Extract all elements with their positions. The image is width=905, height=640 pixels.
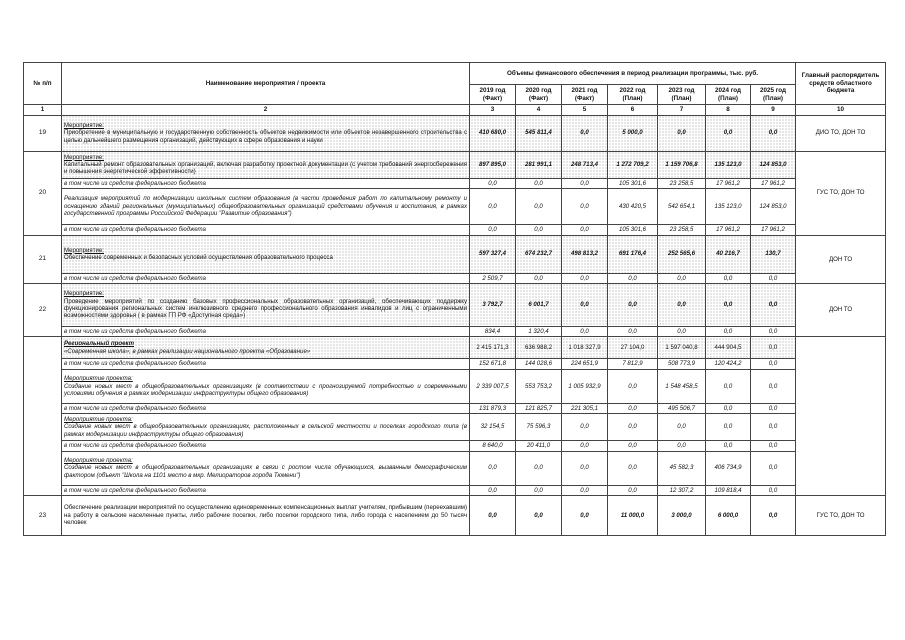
table-row — [24, 441, 886, 451]
value-cell: 410 680,0 — [470, 115, 516, 151]
header-year: 2025 год (План) — [751, 85, 796, 105]
value-cell: 498 813,2 — [562, 235, 608, 273]
value-cell: 2 339 007,5 — [470, 369, 516, 403]
value-cell: 152 671,8 — [470, 359, 516, 369]
value-cell: 23 258,5 — [658, 178, 706, 188]
value-cell: 281 991,1 — [516, 151, 562, 178]
value-cell: 0,0 — [608, 326, 658, 336]
table-row — [24, 496, 886, 536]
value-cell: 0,0 — [658, 441, 706, 451]
value-cell: 1 320,4 — [516, 326, 562, 336]
value-cell: 0,0 — [751, 337, 796, 359]
row-description — [62, 151, 470, 178]
value-cell: 0,0 — [751, 441, 796, 451]
row-name: Создание новых мест в общеобразовательных организациях в связи с ростом числа обучающихся, вызванным демографическим фактором (объект "Школа на 1101 место в мкр. Мелиораторов города Тюмени") — [64, 464, 467, 479]
federal-budget-label: в том числе из средств федерального бюджета — [62, 403, 470, 413]
federal-budget-label: в том числе из средств федерального бюджета — [62, 326, 470, 336]
column-index: 10 — [796, 105, 886, 116]
column-index: 5 — [562, 105, 608, 116]
value-cell: 0,0 — [562, 451, 608, 485]
column-index: 8 — [706, 105, 751, 116]
table-row — [24, 151, 886, 178]
value-cell: 0,0 — [751, 496, 796, 536]
table-row — [24, 189, 886, 225]
table-row — [24, 283, 886, 326]
row-description — [62, 283, 470, 326]
value-cell: 0,0 — [608, 273, 658, 283]
header-number: № п/п — [24, 63, 62, 105]
header-name: Наименование мероприятия / проекта — [62, 63, 470, 105]
row-label: Мероприятие: — [64, 122, 104, 130]
table-row — [24, 273, 886, 283]
value-cell: 0,0 — [751, 485, 796, 495]
value-cell: 135 123,0 — [706, 151, 751, 178]
value-cell: 0,0 — [562, 273, 608, 283]
value-cell: 0,0 — [751, 326, 796, 336]
budget-table — [23, 62, 886, 536]
row-description — [62, 115, 470, 151]
value-cell: 32 154,5 — [470, 414, 516, 441]
value-cell: 17 961,2 — [751, 225, 796, 235]
value-cell: 691 176,4 — [608, 235, 658, 273]
value-cell: 444 904,5 — [706, 337, 751, 359]
value-cell: 0,0 — [658, 115, 706, 151]
value-cell: 0,0 — [562, 414, 608, 441]
value-cell: 0,0 — [516, 485, 562, 495]
value-cell: 1 005 932,9 — [562, 369, 608, 403]
value-cell: 75 596,3 — [516, 414, 562, 441]
value-cell: 0,0 — [516, 273, 562, 283]
value-cell: 124 853,0 — [751, 189, 796, 225]
value-cell: 120 424,2 — [706, 359, 751, 369]
value-cell: 897 895,0 — [470, 151, 516, 178]
row-number: 23 — [24, 496, 62, 536]
value-cell: 0,0 — [470, 451, 516, 485]
value-cell: 0,0 — [706, 273, 751, 283]
value-cell: 17 961,2 — [751, 178, 796, 188]
federal-budget-label: в том числе из средств федерального бюджета — [62, 441, 470, 451]
header-year: 2020 год (Факт) — [516, 85, 562, 105]
value-cell: 0,0 — [608, 414, 658, 441]
value-cell: 0,0 — [706, 369, 751, 403]
column-index: 6 — [608, 105, 658, 116]
value-cell: 553 753,2 — [516, 369, 562, 403]
value-cell: 0,0 — [751, 451, 796, 485]
value-cell: 508 773,9 — [658, 359, 706, 369]
table-row — [24, 451, 886, 485]
value-cell: 0,0 — [706, 115, 751, 151]
value-cell: 224 651,9 — [562, 359, 608, 369]
table-row — [24, 485, 886, 495]
federal-budget-label: в том числе из средств федерального бюджета — [62, 178, 470, 188]
value-cell: 545 811,4 — [516, 115, 562, 151]
row-label: Мероприятие: — [64, 290, 104, 298]
header-manager: Главный распорядитель средств областного бюджета — [796, 63, 886, 105]
value-cell: 0,0 — [751, 273, 796, 283]
row-description — [62, 451, 470, 485]
table-row — [24, 337, 886, 359]
row-name: Обеспечение реализации мероприятий по осуществлению единовременных компенсационных выплат учителям, прибывшим (переехавшим) на работу в сельские населенные пункты, либо рабочие поселки, либо поселки городского типа, либо города с населением до 50 тысяч человек — [62, 496, 470, 536]
value-cell: 105 301,6 — [608, 225, 658, 235]
value-cell: 495 506,7 — [658, 403, 706, 413]
column-index: 9 — [751, 105, 796, 116]
value-cell: 636 988,2 — [516, 337, 562, 359]
value-cell: 0,0 — [470, 485, 516, 495]
value-cell: 0,0 — [658, 273, 706, 283]
column-index: 7 — [658, 105, 706, 116]
header-year: 2024 год (План) — [706, 85, 751, 105]
table-row — [24, 178, 886, 188]
row-label: Мероприятие: — [64, 153, 104, 161]
manager-cell: ДОН ТО — [796, 283, 886, 336]
row-description — [62, 337, 470, 359]
value-cell: 0,0 — [751, 403, 796, 413]
value-cell: 1 018 327,9 — [562, 337, 608, 359]
value-cell: 135 123,0 — [706, 189, 751, 225]
federal-budget-label: в том числе из средств федерального бюджета — [62, 225, 470, 235]
value-cell: 0,0 — [562, 441, 608, 451]
value-cell: 0,0 — [516, 225, 562, 235]
header-year: 2022 год (План) — [608, 85, 658, 105]
value-cell: 0,0 — [562, 485, 608, 495]
value-cell: 1 159 706,8 — [658, 151, 706, 178]
value-cell: 430 420,5 — [608, 189, 658, 225]
value-cell: 0,0 — [658, 326, 706, 336]
value-cell: 221 305,1 — [562, 403, 608, 413]
table-row — [24, 403, 886, 413]
value-cell: 11 000,0 — [608, 496, 658, 536]
value-cell: 0,0 — [608, 283, 658, 326]
value-cell: 6 001,7 — [516, 283, 562, 326]
row-name: Реализация мероприятий по модернизации школьных систем образования (в части проведения работ по капитальному ремонту и оснащению зданий региональных (муниципальных) общеобразовательных организаций средствами обучения и воспитания, в рамках государственной программы Российской Федерации "Развитие образования") — [62, 189, 470, 225]
value-cell: 0,0 — [562, 225, 608, 235]
row-description — [62, 414, 470, 441]
value-cell: 0,0 — [751, 369, 796, 403]
federal-budget-label: в том числе из средств федерального бюджета — [62, 485, 470, 495]
value-cell: 1 272 709,2 — [608, 151, 658, 178]
row-number-empty — [24, 337, 62, 496]
value-cell: 0,0 — [562, 326, 608, 336]
value-cell: 17 961,2 — [706, 178, 751, 188]
value-cell: 674 232,7 — [516, 235, 562, 273]
value-cell: 45 582,3 — [658, 451, 706, 485]
value-cell: 20 411,0 — [516, 441, 562, 451]
table-row — [24, 225, 886, 235]
value-cell: 0,0 — [751, 115, 796, 151]
value-cell: 1 548 458,5 — [658, 369, 706, 403]
table-row — [24, 369, 886, 403]
value-cell: 0,0 — [658, 414, 706, 441]
header-year: 2019 год (Факт) — [470, 85, 516, 105]
value-cell: 5 000,0 — [608, 115, 658, 151]
value-cell: 23 258,5 — [658, 225, 706, 235]
value-cell: 0,0 — [658, 283, 706, 326]
value-cell: 0,0 — [706, 441, 751, 451]
row-number: 20 — [24, 151, 62, 235]
column-index: 2 — [62, 105, 470, 116]
value-cell: 109 818,4 — [706, 485, 751, 495]
value-cell: 17 961,2 — [706, 225, 751, 235]
value-cell: 0,0 — [608, 369, 658, 403]
value-cell: 0,0 — [706, 403, 751, 413]
value-cell: 0,0 — [608, 485, 658, 495]
header-year: 2023 год (План) — [658, 85, 706, 105]
value-cell: 0,0 — [470, 225, 516, 235]
table-row — [24, 326, 886, 336]
value-cell: 0,0 — [562, 189, 608, 225]
value-cell: 0,0 — [706, 414, 751, 441]
value-cell: 0,0 — [751, 414, 796, 441]
column-index: 3 — [470, 105, 516, 116]
value-cell: 0,0 — [706, 326, 751, 336]
value-cell: 0,0 — [562, 496, 608, 536]
manager-cell-empty — [796, 337, 886, 496]
value-cell: 0,0 — [516, 189, 562, 225]
table-row — [24, 115, 886, 151]
value-cell: 3 000,0 — [658, 496, 706, 536]
value-cell: 248 713,4 — [562, 151, 608, 178]
column-index: 4 — [516, 105, 562, 116]
value-cell: 40 216,7 — [706, 235, 751, 273]
row-label: Мероприятие проекта: — [64, 456, 133, 464]
row-name: Приобретение в муниципальную и государственную собственность объектов недвижимости или объектов незавершенного строительства с целью дальнейшего размещения организаций, действующих в сфере образования и науки — [64, 129, 467, 144]
manager-cell: ГУС ТО, ДОН ТО — [796, 496, 886, 536]
value-cell: 0,0 — [470, 189, 516, 225]
value-cell: 0,0 — [562, 283, 608, 326]
value-cell: 252 565,6 — [658, 235, 706, 273]
value-cell: 0,0 — [470, 178, 516, 188]
value-cell: 3 792,7 — [470, 283, 516, 326]
table-row — [24, 235, 886, 273]
row-name: «Современная школа», в рамках реализации национального проекта «Образование» — [64, 347, 311, 355]
value-cell: 1 597 040,8 — [658, 337, 706, 359]
value-cell: 2 415 171,3 — [470, 337, 516, 359]
header-financing: Объемы финансового обеспечения в период реализации программы, тыс. руб. — [470, 63, 796, 85]
row-number: 19 — [24, 115, 62, 151]
budget-table-sheet — [23, 62, 885, 536]
value-cell: 0,0 — [706, 283, 751, 326]
value-cell: 0,0 — [562, 115, 608, 151]
row-description — [62, 369, 470, 403]
value-cell: 0,0 — [751, 359, 796, 369]
value-cell: 8 640,0 — [470, 441, 516, 451]
row-label: Региональный проект — [64, 340, 134, 348]
table-row — [24, 359, 886, 369]
value-cell: 406 734,9 — [706, 451, 751, 485]
row-label: Мероприятие: — [64, 246, 104, 254]
value-cell: 0,0 — [608, 403, 658, 413]
value-cell: 27 104,0 — [608, 337, 658, 359]
federal-budget-label: в том числе из средств федерального бюджета — [62, 273, 470, 283]
value-cell: 6 000,0 — [706, 496, 751, 536]
row-name: Обеспечение современных и безопасных условий осуществления образовательного процесса — [64, 254, 333, 262]
value-cell: 130,7 — [751, 235, 796, 273]
table-row — [24, 414, 886, 441]
value-cell: 2 509,7 — [470, 273, 516, 283]
value-cell: 7 812,9 — [608, 359, 658, 369]
value-cell: 597 327,4 — [470, 235, 516, 273]
value-cell: 0,0 — [470, 496, 516, 536]
value-cell: 0,0 — [516, 451, 562, 485]
value-cell: 144 028,6 — [516, 359, 562, 369]
value-cell: 0,0 — [516, 178, 562, 188]
value-cell: 124 853,0 — [751, 151, 796, 178]
value-cell: 834,4 — [470, 326, 516, 336]
value-cell: 0,0 — [516, 496, 562, 536]
header-year: 2021 год (Факт) — [562, 85, 608, 105]
row-description — [62, 235, 470, 273]
row-name: Капитальный ремонт образовательных организаций, включая разработку проектной документации (с учетом требований энергосбережения и повышения энергетической эффективности) — [64, 160, 467, 176]
row-label: Мероприятие проекта: — [64, 375, 133, 383]
manager-cell: ДОН ТО — [796, 235, 886, 283]
row-number: 21 — [24, 235, 62, 283]
value-cell: 0,0 — [751, 283, 796, 326]
value-cell: 131 879,3 — [470, 403, 516, 413]
column-index: 1 — [24, 105, 62, 116]
value-cell: 0,0 — [608, 441, 658, 451]
value-cell: 105 301,6 — [608, 178, 658, 188]
value-cell: 0,0 — [562, 178, 608, 188]
federal-budget-label: в том числе из средств федерального бюджета — [62, 359, 470, 369]
row-name: Проведение мероприятий по созданию базовых профессиональных образовательных организаций, обеспечивающих поддержку функционирования региональных систем инклюзивного среднего профессионального образования инвалидов и лиц с ограниченными возможностями здоровья ( в рамках ГП РФ «Доступная среда») — [64, 297, 467, 320]
row-number: 22 — [24, 283, 62, 336]
manager-cell: ДИО ТО, ДОН ТО — [796, 115, 886, 151]
row-name: Создание новых мест в общеобразовательных организациях, расположенных в сельской местности и поселках городского типа (в рамках модернизации инфраструктуры общего образования) — [64, 423, 467, 438]
row-name: Создание новых мест в общеобразовательных организациях (в соответствии с прогнозируемой потребностью и современными условиями обучения в рамках модернизации инфраструктуры общего образования) — [64, 382, 467, 397]
manager-cell: ГУС ТО, ДОН ТО — [796, 151, 886, 235]
value-cell: 542 654,1 — [658, 189, 706, 225]
row-label: Мероприятие проекта: — [64, 416, 133, 424]
value-cell: 0,0 — [608, 451, 658, 485]
value-cell: 12 307,2 — [658, 485, 706, 495]
value-cell: 121 825,7 — [516, 403, 562, 413]
